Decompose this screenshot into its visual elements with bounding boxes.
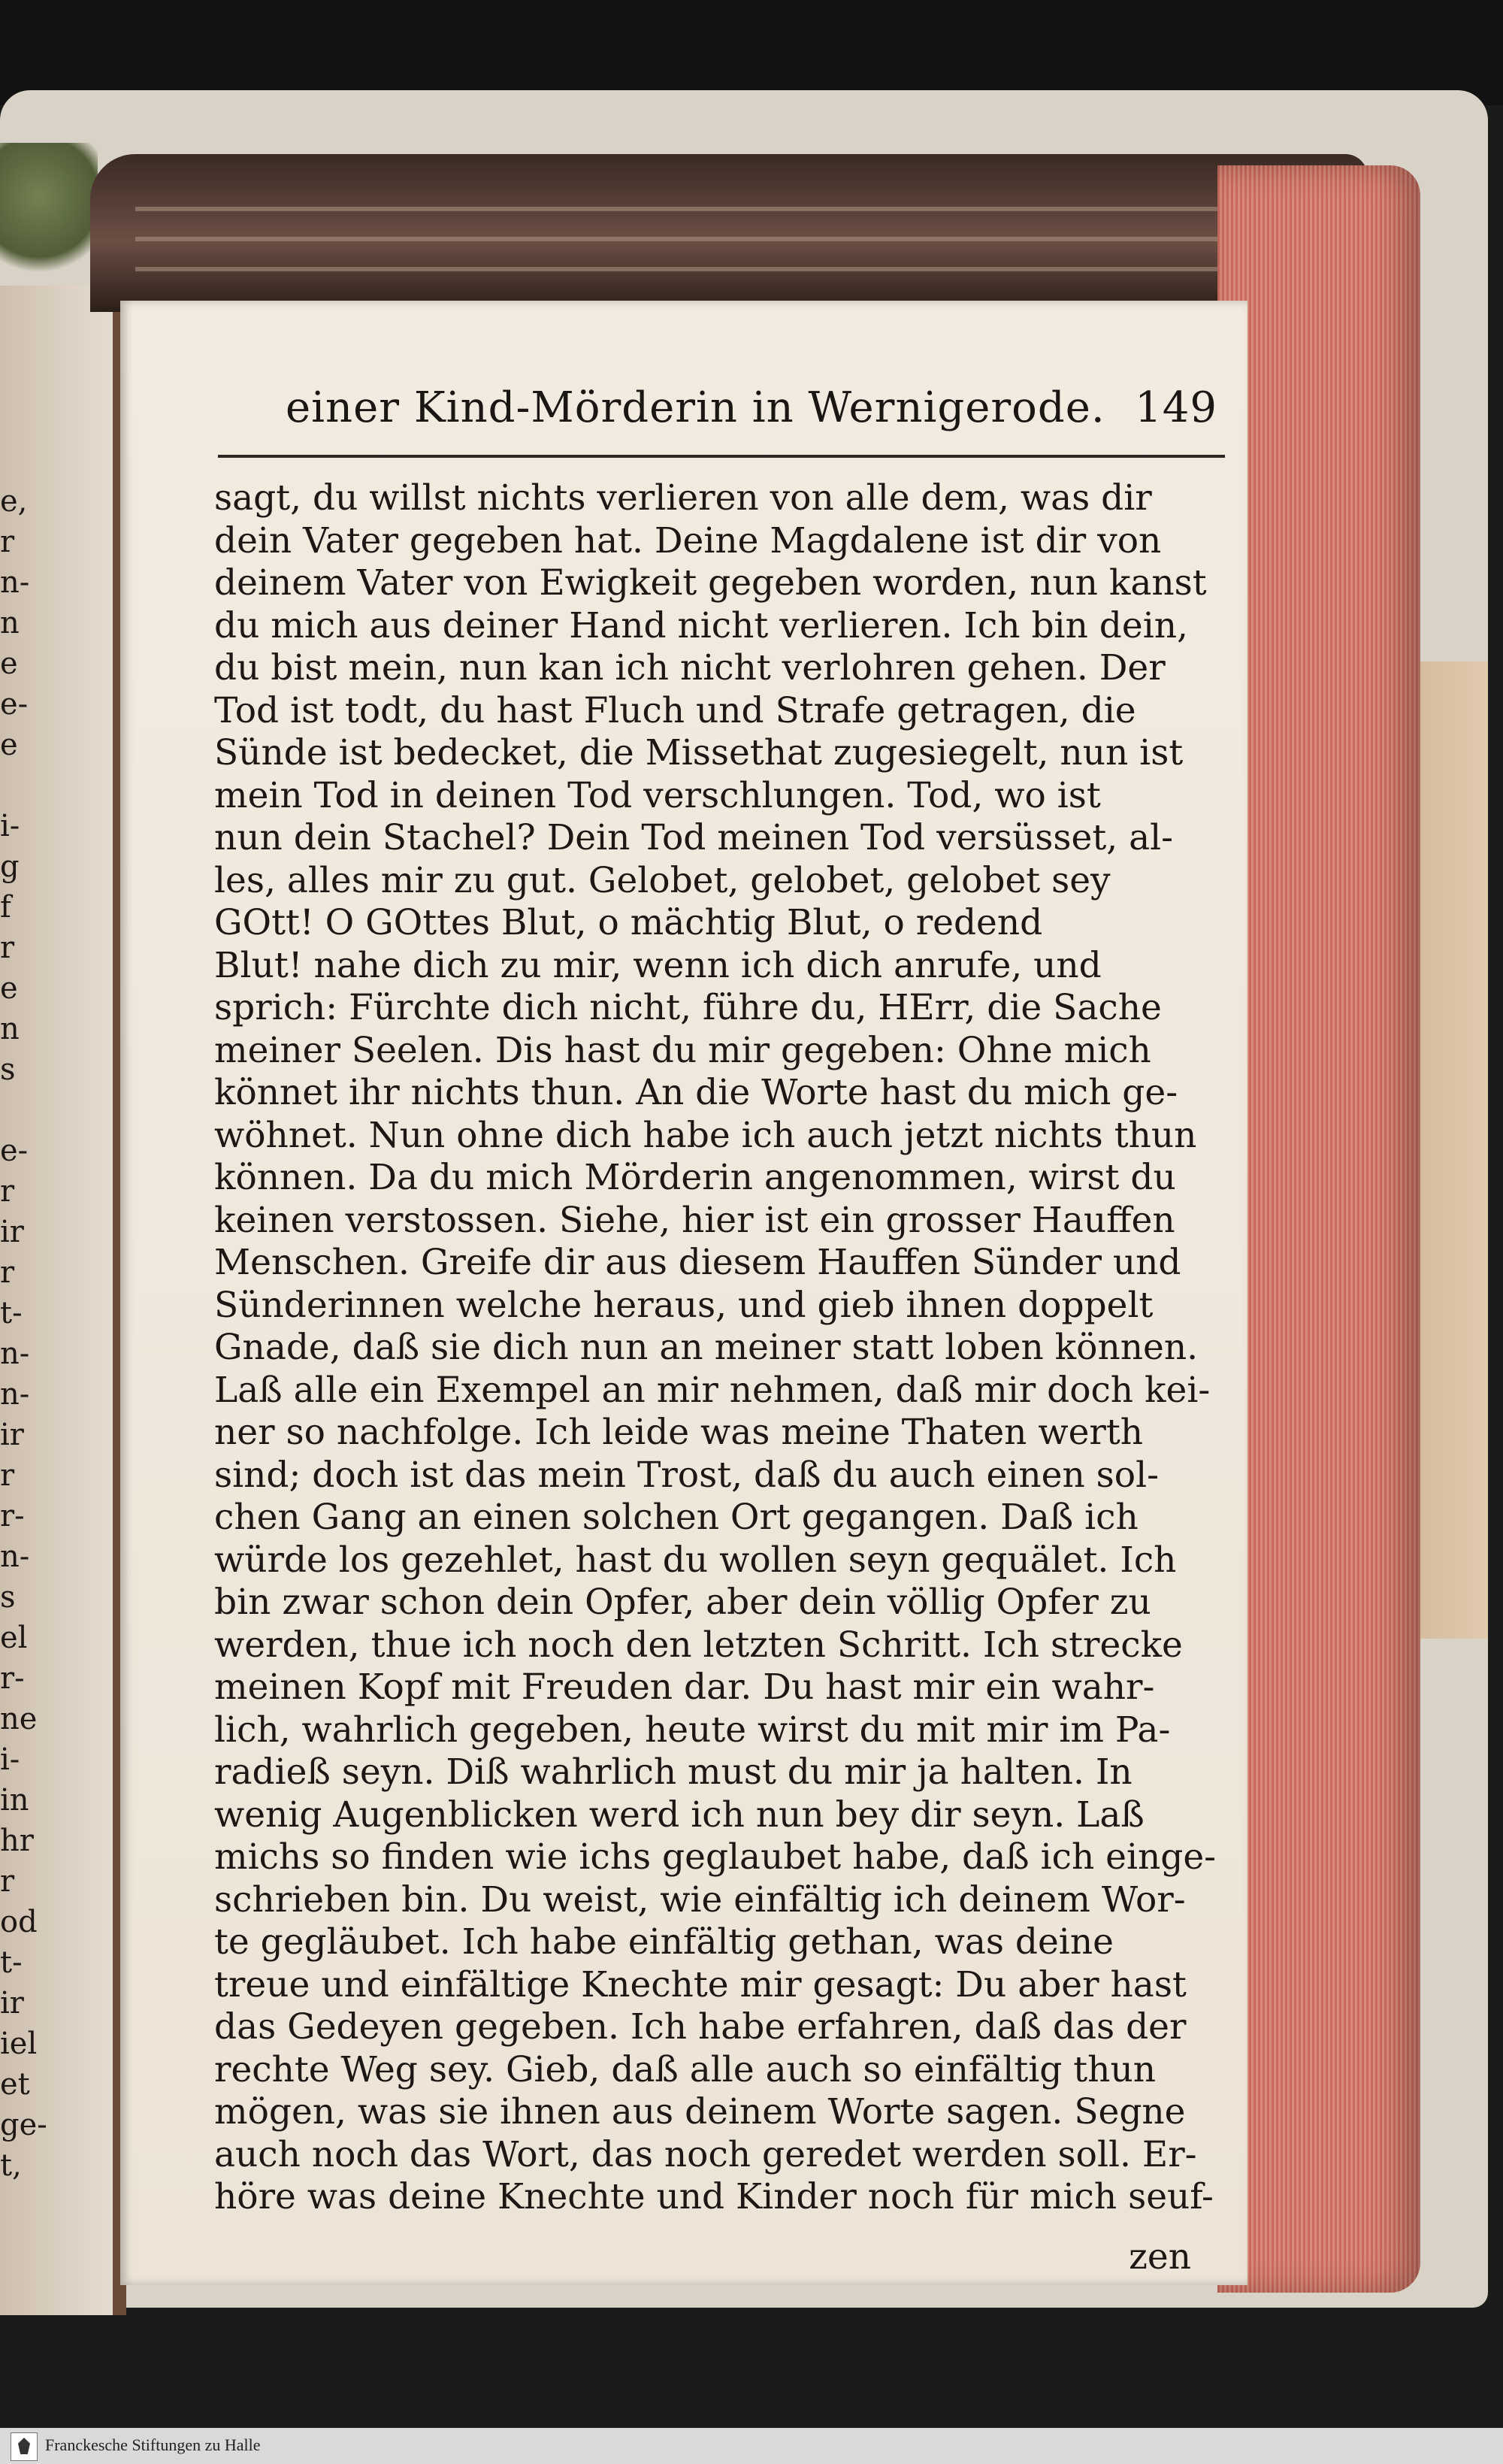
text-line: GOtt! O GOttes Blut, o mächtig Blut, o redend — [214, 902, 1043, 943]
text-line: können. Da du mich Mörderin angenommen, wirst du — [214, 1157, 1176, 1198]
text-line: Sünderinnen welche heraus, und gieb ihnen doppelt — [214, 1284, 1154, 1326]
left-fragment: r- — [0, 1661, 25, 1696]
left-fragment: n- — [0, 1336, 30, 1371]
left-fragment: g — [0, 849, 20, 884]
text-line: rechte Weg sey. Gieb, daß alle auch so einfältig thun — [214, 2048, 1156, 2090]
left-fragment: ir — [0, 1418, 24, 1452]
left-fragment: s — [0, 1052, 16, 1087]
left-fragment: t, — [0, 2148, 22, 2183]
left-fragment: i- — [0, 809, 20, 843]
text-line: wenig Augenblicken werd ich nun bey dir seyn. Laß — [214, 1794, 1145, 1836]
page-fore-edge — [1217, 165, 1420, 2293]
text-line: Laß alle ein Exempel an mir nehmen, daß mir doch kei- — [214, 1369, 1211, 1411]
text-line: Blut! nahe dich zu mir, wenn ich dich anrufe, und — [214, 944, 1102, 986]
text-line: würde los gezehlet, hast du wollen seyn gequälet. Ich — [214, 1539, 1177, 1581]
left-fragment: r — [0, 1255, 15, 1290]
text-line: keinen verstossen. Siehe, hier ist ein grosser Hauffen — [214, 1199, 1175, 1241]
left-fragment: r — [0, 931, 15, 965]
text-line: Tod ist todt, du hast Fluch und Strafe getragen, die — [214, 689, 1136, 731]
running-head — [286, 383, 1217, 443]
left-fragment: s — [0, 1580, 16, 1615]
left-fragment: n- — [0, 1377, 30, 1412]
left-fragment: ge- — [0, 2108, 47, 2142]
text-line: nun dein Stachel? Dein Tod meinen Tod versüsset, al- — [214, 817, 1174, 858]
catchword: zen — [1129, 2236, 1191, 2278]
background — [0, 0, 1503, 105]
book-page — [120, 301, 1247, 2285]
text-line: wöhnet. Nun ohne dich habe ich auch jetzt nichts thun — [214, 1114, 1197, 1156]
left-fragment: r- — [0, 1499, 25, 1533]
text-line: könnet ihr nichts thun. An die Worte hast du mich ge- — [214, 1072, 1178, 1113]
left-fragment: ir — [0, 1986, 24, 2021]
left-fragment: ir — [0, 1215, 24, 1249]
text-line: schrieben bin. Du weist, wie einfältig ich deinem Wor- — [214, 1878, 1186, 1921]
text-line: bin zwar schon dein Opfer, aber dein völlig Opfer zu — [214, 1582, 1151, 1623]
left-fragment: e, — [0, 484, 28, 519]
text-line: Gnade, daß sie dich nun an meiner statt loben können. — [214, 1327, 1199, 1368]
text-line: deinem Vater von Ewigkeit gegeben worden, nun kanst — [214, 562, 1207, 604]
left-fragment: el — [0, 1621, 28, 1655]
left-fragment: r — [0, 1864, 15, 1899]
footer-bar — [0, 2428, 1503, 2464]
left-fragment: ne — [0, 1702, 38, 1736]
left-fragment: e- — [0, 687, 29, 722]
text-line: höre was deine Knechte und Kinder noch für mich seuf- — [214, 2176, 1214, 2217]
text-line: sind; doch ist das mein Trost, daß du auch einen sol- — [214, 1454, 1159, 1496]
left-fragment: n- — [0, 565, 30, 600]
left-fragment: od — [0, 1905, 38, 1939]
left-fragment: t- — [0, 1296, 23, 1330]
left-fragment: hr — [0, 1824, 34, 1858]
left-fragment — [0, 765, 45, 806]
left-fragment: t- — [0, 1945, 23, 1980]
left-page-text-fragments — [0, 481, 45, 2186]
left-fragment: r — [0, 1458, 15, 1493]
left-fragment: iel — [0, 2027, 38, 2061]
cover-band — [135, 237, 1308, 241]
text-line: das Gedeyen gegeben. Ich habe erfahren, daß das der — [214, 2006, 1187, 2048]
institution-logo-icon — [11, 2432, 38, 2461]
left-fragment: e — [0, 646, 18, 681]
text-line: du mich aus deiner Hand nicht verlieren. Ich bin dein, — [214, 604, 1188, 646]
cover-band — [135, 207, 1308, 211]
text-line: Sünde ist bedecket, die Missethat zugesiegelt, nun ist — [214, 732, 1184, 773]
left-fragment: n- — [0, 1539, 30, 1574]
header-rule — [218, 455, 1225, 458]
footer-credit: Franckesche Stiftungen zu Halle — [45, 2435, 261, 2454]
book-cover-top — [90, 154, 1368, 312]
left-fragment: n — [0, 606, 20, 640]
left-fragment: e- — [0, 1134, 29, 1168]
left-fragment: et — [0, 2067, 30, 2102]
text-line: du bist mein, nun kan ich nicht verlohren gehen. Der — [214, 647, 1166, 689]
body-text — [214, 477, 1236, 2219]
text-line: lich, wahrlich gegeben, heute wirst du mit mir im Pa- — [214, 1709, 1171, 1751]
text-line: treue und einfältige Knechte mir gesagt: Du aber hast — [214, 1963, 1187, 2005]
text-line: meinen Kopf mit Freuden dar. Du hast mir ein wahr- — [214, 1666, 1155, 1708]
text-line: sprich: Fürchte dich nicht, führe du, HErr, die Sache — [214, 987, 1162, 1028]
text-line: meiner Seelen. Dis hast du mir gegeben: Ohne mich — [214, 1029, 1151, 1071]
left-fragment: i- — [0, 1742, 20, 1777]
text-line: dein Vater gegeben hat. Deine Magdalene ist dir von — [214, 519, 1162, 562]
cover-band — [135, 267, 1308, 271]
ribbon-bookmark — [0, 143, 98, 278]
text-line: Menschen. Greife dir aus diesem Hauffen Sünder und — [214, 1242, 1181, 1283]
text-line: sagt, du willst nichts verlieren von alle dem, was dir — [214, 477, 1152, 519]
text-line: mein Tod in deinen Tod verschlungen. Tod, wo ist — [214, 774, 1101, 816]
text-line: chen Gang an einen solchen Ort gegangen. Daß ich — [214, 1497, 1139, 1538]
page-number: 149 — [1135, 383, 1217, 432]
left-fragment: f — [0, 890, 11, 925]
left-fragment — [0, 1090, 45, 1131]
text-line: te gegläubet. Ich habe einfältig gethan, was deine — [214, 1921, 1114, 1963]
text-line: auch noch das Wort, das noch geredet werden soll. Er- — [214, 2133, 1197, 2175]
text-line: ner so nachfolge. Ich leide was meine Thaten werth — [214, 1412, 1144, 1453]
text-line: michs so finden wie ichs geglaubet habe, daß ich einge- — [214, 1836, 1217, 1878]
left-fragment: e — [0, 971, 18, 1006]
text-line: werden, thue ich noch den letzten Schritt. Ich strecke — [214, 1624, 1183, 1666]
left-fragment: r — [0, 525, 15, 559]
text-line: radieß seyn. Diß wahrlich must du mir ja halten. In — [214, 1751, 1133, 1793]
left-fragment: n — [0, 1012, 20, 1046]
text-line: les, alles mir zu gut. Gelobet, gelobet, gelobet sey — [214, 859, 1111, 901]
left-fragment: e — [0, 728, 18, 762]
running-head-title: einer Kind-Mörderin in Wernigerode. — [286, 383, 1105, 432]
left-fragment: in — [0, 1783, 29, 1818]
left-fragment: r — [0, 1174, 15, 1209]
text-line: mögen, was sie ihnen aus deinem Worte sagen. Segne — [214, 2091, 1186, 2133]
